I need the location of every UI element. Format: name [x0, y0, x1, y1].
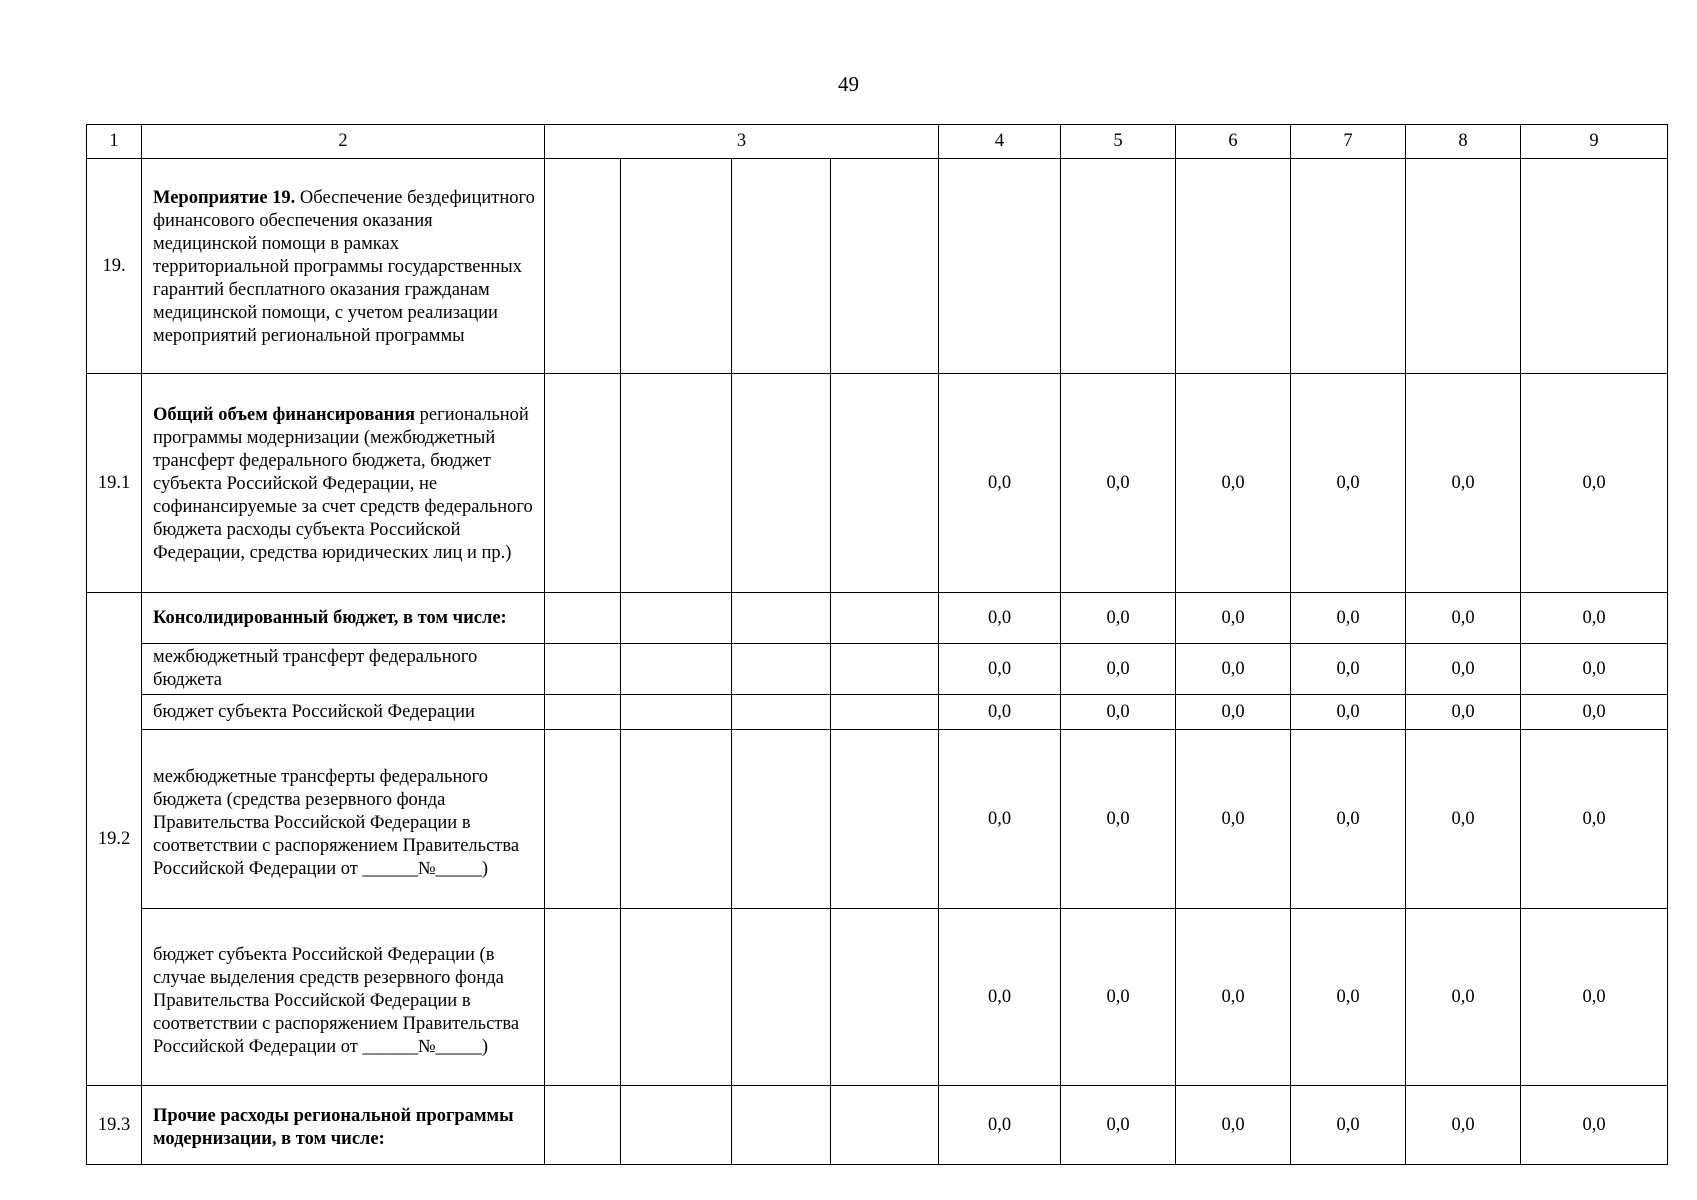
empty-cell [545, 159, 621, 374]
empty-cell [545, 695, 621, 730]
table-row [87, 730, 1668, 909]
value-cell: 0,0 [1521, 644, 1668, 695]
empty-cell [621, 1086, 732, 1165]
header-col-1: 1 [87, 125, 142, 159]
row-description [142, 644, 545, 695]
row-title: Общий объем финансирования [153, 404, 416, 425]
value-cell [1176, 159, 1291, 374]
empty-cell [621, 730, 732, 909]
value-cell: 0,0 [1176, 695, 1291, 730]
empty-cell [621, 374, 732, 593]
value-cell [1406, 159, 1521, 374]
row-description [142, 695, 545, 730]
row-description [142, 909, 545, 1086]
row-text: бюджет субъекта Российской Федерации (в случае выделения средств резервного фонда Правительства Российской Федерации в соответствии с распоряжением Правительства Российской Федерации от ______№_____) [153, 944, 520, 1057]
row-description [142, 593, 545, 644]
row-number: 19. [87, 159, 142, 374]
value-cell: 0,0 [1061, 909, 1176, 1086]
value-cell: 0,0 [1291, 593, 1406, 644]
value-cell: 0,0 [1406, 695, 1521, 730]
empty-cell [831, 730, 939, 909]
empty-cell [545, 1086, 621, 1165]
value-cell: 0,0 [1291, 909, 1406, 1086]
empty-cell [831, 159, 939, 374]
header-row [87, 125, 1668, 159]
value-cell: 0,0 [1291, 644, 1406, 695]
empty-cell [545, 593, 621, 644]
value-cell: 0,0 [1176, 909, 1291, 1086]
empty-cell [732, 730, 831, 909]
empty-cell [621, 909, 732, 1086]
empty-cell [621, 593, 732, 644]
value-cell: 0,0 [1176, 730, 1291, 909]
empty-cell [831, 695, 939, 730]
table-row [87, 593, 1668, 644]
value-cell [939, 159, 1061, 374]
table-row [87, 909, 1668, 1086]
value-cell: 0,0 [1061, 374, 1176, 593]
page-number: 49 [838, 72, 859, 96]
row-number: 19.1 [87, 374, 142, 593]
empty-cell [831, 593, 939, 644]
row-title: Прочие расходы региональной программы модернизации, в том числе: [153, 1106, 514, 1149]
empty-cell [621, 159, 732, 374]
empty-cell [732, 159, 831, 374]
value-cell: 0,0 [1291, 374, 1406, 593]
row-description [142, 730, 545, 909]
header-col-4: 4 [939, 125, 1061, 159]
empty-cell [732, 374, 831, 593]
header-col-7: 7 [1291, 125, 1406, 159]
value-cell: 0,0 [939, 593, 1061, 644]
header-col-9: 9 [1521, 125, 1668, 159]
empty-cell [732, 695, 831, 730]
table-row [87, 159, 1668, 374]
row-title: Мероприятие 19. [153, 187, 296, 208]
row-title: Консолидированный бюджет, в том числе: [153, 607, 507, 628]
value-cell: 0,0 [1521, 695, 1668, 730]
row-description [142, 159, 545, 374]
row-text: региональной программы модернизации (межбюджетный трансферт федерального бюджета, бюджет субъекта Российской Федерации, не софинансируемые за счет средств федерального бюджета расходы субъекта Российской Федерации, средства юридических лиц и пр.) [153, 404, 533, 563]
value-cell: 0,0 [1406, 374, 1521, 593]
value-cell [1521, 159, 1668, 374]
header-col-8: 8 [1406, 125, 1521, 159]
empty-cell [732, 644, 831, 695]
value-cell: 0,0 [1521, 1086, 1668, 1165]
value-cell: 0,0 [1291, 1086, 1406, 1165]
header-col-6: 6 [1176, 125, 1291, 159]
empty-cell [831, 374, 939, 593]
empty-cell [545, 374, 621, 593]
empty-cell [831, 909, 939, 1086]
value-cell: 0,0 [939, 1086, 1061, 1165]
value-cell: 0,0 [1521, 593, 1668, 644]
financing-table [86, 124, 1668, 1165]
value-cell: 0,0 [1406, 909, 1521, 1086]
empty-cell [732, 1086, 831, 1165]
empty-cell [621, 695, 732, 730]
empty-cell [732, 593, 831, 644]
value-cell: 0,0 [1176, 1086, 1291, 1165]
value-cell: 0,0 [1061, 644, 1176, 695]
value-cell: 0,0 [1061, 695, 1176, 730]
empty-cell [732, 909, 831, 1086]
value-cell: 0,0 [1176, 374, 1291, 593]
header-col-2: 2 [142, 125, 545, 159]
row-text: Обеспечение бездефицитного финансового обеспечения оказания медицинской помощи в рамках территориальной программы государственных гарантий бесплатного оказания гражданам медицинской помощи, с учетом реализации мероприятий региональной программы [153, 187, 535, 346]
value-cell: 0,0 [1521, 730, 1668, 909]
value-cell: 0,0 [1176, 644, 1291, 695]
value-cell: 0,0 [939, 695, 1061, 730]
value-cell: 0,0 [1291, 730, 1406, 909]
empty-cell [831, 644, 939, 695]
value-cell: 0,0 [939, 730, 1061, 909]
row-text: бюджет субъекта Российской Федерации [153, 701, 475, 722]
value-cell: 0,0 [1521, 374, 1668, 593]
value-cell [1291, 159, 1406, 374]
table-row [87, 374, 1668, 593]
value-cell: 0,0 [1406, 593, 1521, 644]
row-text: межбюджетные трансферты федерального бюджета (средства резервного фонда Правительства Российской Федерации в соответствии с распоряжением Правительства Российской Федерации от ______№_____) [153, 766, 520, 879]
value-cell: 0,0 [1061, 1086, 1176, 1165]
value-cell: 0,0 [1291, 695, 1406, 730]
table-row [87, 1086, 1668, 1165]
row-description [142, 1086, 545, 1165]
value-cell: 0,0 [939, 374, 1061, 593]
row-number: 19.2 [87, 593, 142, 1086]
header-col-5: 5 [1061, 125, 1176, 159]
value-cell: 0,0 [1406, 644, 1521, 695]
value-cell: 0,0 [1406, 1086, 1521, 1165]
row-text: межбюджетный трансферт федерального бюджета [153, 647, 478, 690]
value-cell: 0,0 [939, 644, 1061, 695]
table-row [87, 644, 1668, 695]
row-description [142, 374, 545, 593]
value-cell: 0,0 [1061, 593, 1176, 644]
row-number: 19.3 [87, 1086, 142, 1165]
header-col-3: 3 [545, 125, 939, 159]
empty-cell [545, 644, 621, 695]
value-cell: 0,0 [1176, 593, 1291, 644]
value-cell: 0,0 [1521, 909, 1668, 1086]
empty-cell [545, 909, 621, 1086]
value-cell: 0,0 [1061, 730, 1176, 909]
value-cell [1061, 159, 1176, 374]
value-cell: 0,0 [1406, 730, 1521, 909]
empty-cell [621, 644, 732, 695]
empty-cell [545, 730, 621, 909]
table-row [87, 695, 1668, 730]
value-cell: 0,0 [939, 909, 1061, 1086]
empty-cell [831, 1086, 939, 1165]
